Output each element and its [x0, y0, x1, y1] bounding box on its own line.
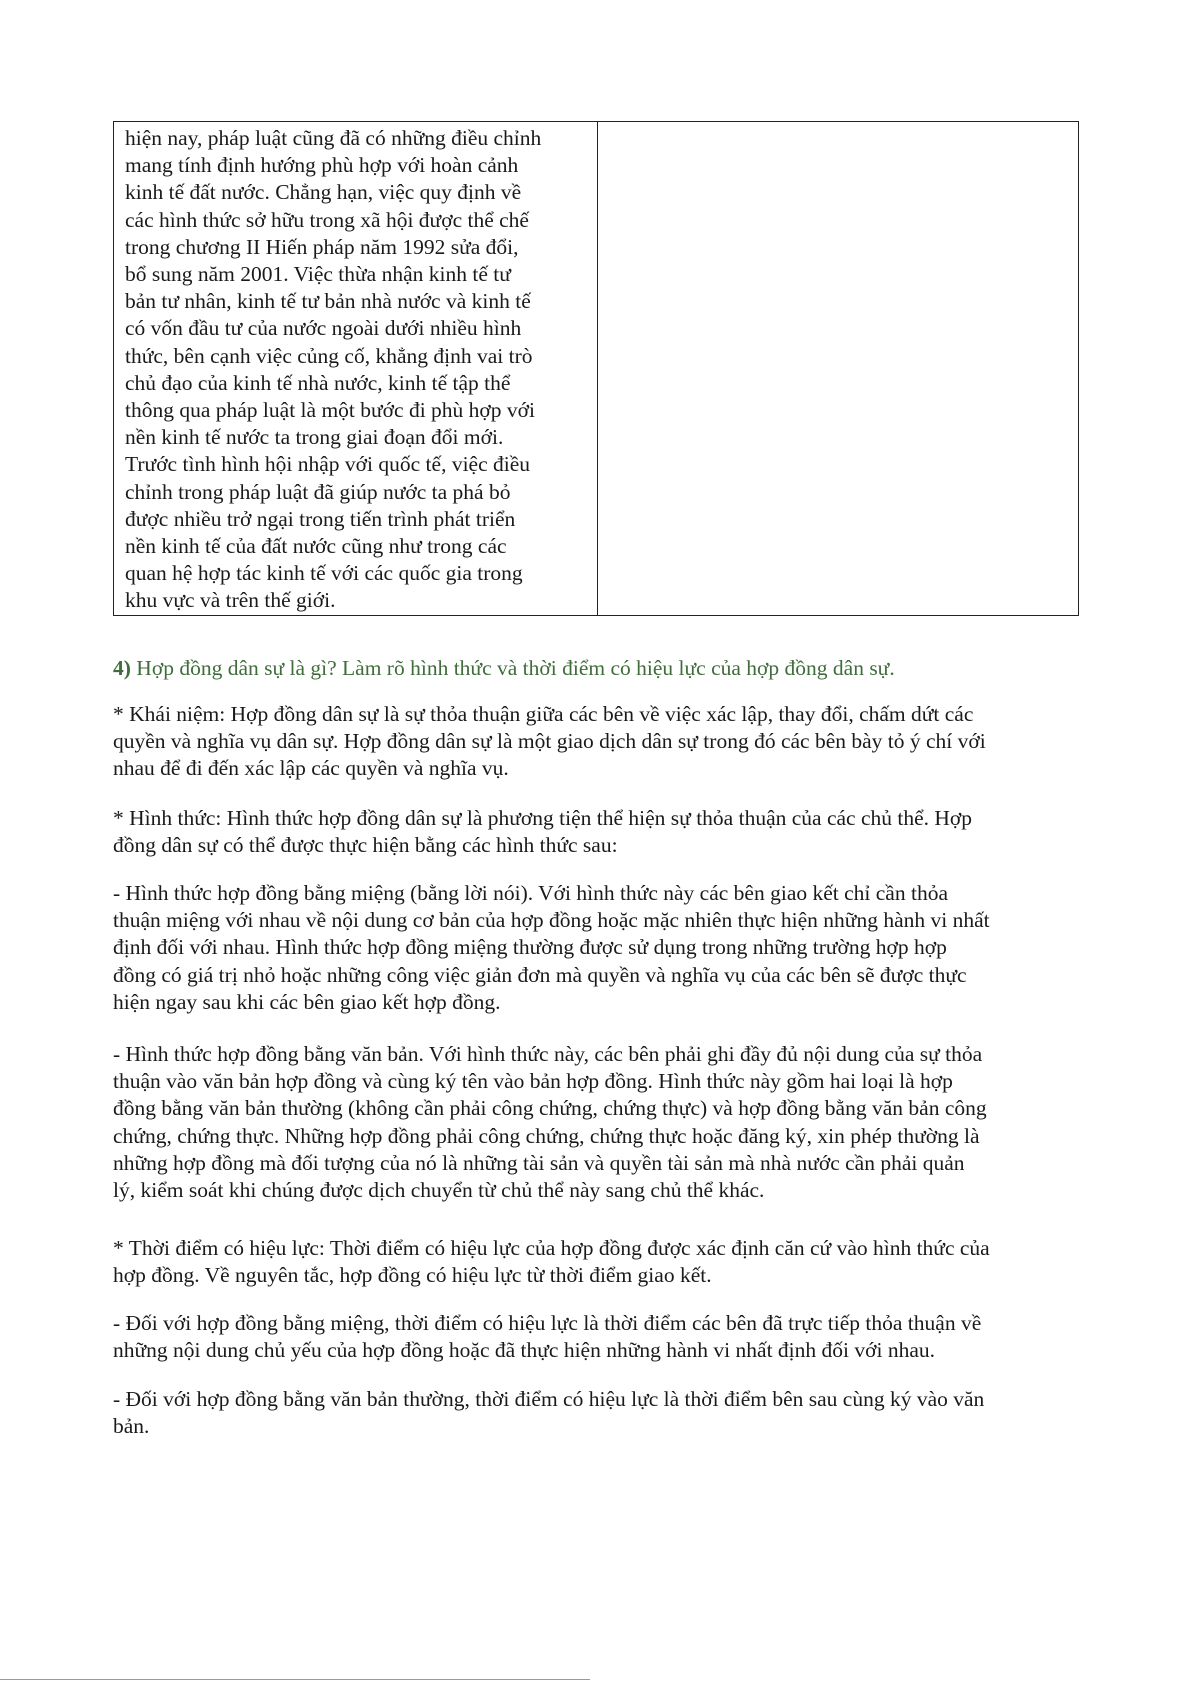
cell-line: hiện nay, pháp luật cũng đã có những điều chỉnh — [125, 126, 542, 150]
paragraph-written-effective — [113, 1386, 1079, 1440]
cell-line: nền kinh tế nước ta trong giai đoạn đổi mới. — [125, 425, 504, 450]
cell-line: mang tính định hướng phù hợp với hoàn cảnh — [125, 153, 519, 178]
text-line: - Hình thức hợp đồng bằng miệng (bằng lời nói). Với hình thức này các bên giao kết chỉ cần thỏa — [113, 881, 948, 905]
text-line: chứng, chứng thực. Những hợp đồng phải công chứng, chứng thực hoặc đăng ký, xin phép thường là — [113, 1123, 980, 1148]
cell-line: có vốn đầu tư của nước ngoài dưới nhiều hình — [125, 316, 522, 341]
text-line: - Đối với hợp đồng bằng miệng, thời điểm có hiệu lực là thời điểm các bên đã trực tiếp thỏa thuận về — [113, 1311, 982, 1335]
text-line: hợp đồng. Về nguyên tắc, hợp đồng có hiệu lực từ thời điểm giao kết. — [113, 1263, 712, 1288]
cell-line: kinh tế đất nước. Chẳng hạn, việc quy định về — [125, 180, 522, 205]
text-line: những nội dung chủ yếu của hợp đồng hoặc đã thực hiện những hành vi nhất định đối với nhau. — [113, 1338, 935, 1363]
paragraph-effective-time — [113, 1235, 1079, 1289]
table-row — [114, 122, 1079, 616]
paragraph-concept — [113, 701, 1079, 783]
paragraph-written-form — [113, 1041, 1079, 1204]
text-line: thuận vào văn bản hợp đồng và cùng ký tên vào bản hợp đồng. Hình thức này gồm hai loại là hợp — [113, 1069, 953, 1094]
cell-line: các hình thức sở hữu trong xã hội được thể chế — [125, 207, 529, 232]
cell-line: bản tư nhân, kinh tế tư bản nhà nước và kinh tế — [125, 289, 531, 314]
paragraph-oral-effective — [113, 1310, 1079, 1364]
section-number: 4) — [113, 656, 131, 680]
cell-line: khu vực và trên thế giới. — [125, 588, 336, 613]
cell-line: nền kinh tế của đất nước cũng như trong các — [125, 534, 507, 559]
section-question: Hợp đồng dân sự là gì? Làm rõ hình thức và thời điểm có hiệu lực của hợp đồng dân sự. — [130, 656, 895, 680]
footer-rule — [0, 1679, 590, 1680]
table-cell-right — [598, 122, 1079, 616]
paragraph-oral-form — [113, 880, 1079, 1016]
text-line: * Hình thức: Hình thức hợp đồng dân sự là phương tiện thể hiện sự thỏa thuận của các chủ thể. Hợp — [113, 806, 973, 830]
text-line: định đối với nhau. Hình thức hợp đồng miệng thường được sử dụng trong những trường hợp hợp — [113, 935, 947, 960]
text-line: hiện ngay sau khi các bên giao kết hợp đồng. — [113, 989, 501, 1014]
table-cell-left — [114, 122, 598, 616]
text-line: * Khái niệm: Hợp đồng dân sự là sự thỏa thuận giữa các bên về việc xác lập, thay đổi, chấm dứt các — [113, 702, 974, 726]
cell-line: chỉnh trong pháp luật đã giúp nước ta phá bỏ — [125, 479, 511, 504]
text-line: quyền và nghĩa vụ dân sự. Hợp đồng dân sự là một giao dịch dân sự trong đó các bên bày tỏ ý chí với — [113, 729, 986, 754]
text-line: lý, kiểm soát khi chúng được dịch chuyển từ chủ thể này sang chủ thể khác. — [113, 1178, 765, 1203]
cell-line: bổ sung năm 2001. Việc thừa nhận kinh tế tư — [125, 262, 511, 287]
cell-line: thông qua pháp luật là một bước đi phù hợp với — [125, 398, 536, 423]
cell-line: chủ đạo của kinh tế nhà nước, kinh tế tập thể — [125, 370, 511, 395]
cell-line: quan hệ hợp tác kinh tế với các quốc gia trong — [125, 561, 523, 586]
table-cell-text — [114, 122, 565, 615]
text-line: bản. — [113, 1414, 150, 1439]
text-line: - Đối với hợp đồng bằng văn bản thường, thời điểm có hiệu lực là thời điểm bên sau cùng ký vào văn — [113, 1387, 985, 1411]
text-line: nhau để đi đến xác lập các quyền và nghĩa vụ. — [113, 756, 509, 781]
cell-line: Trước tình hình hội nhập với quốc tế, việc điều — [125, 452, 531, 477]
text-line: đồng dân sự có thể được thực hiện bằng các hình thức sau: — [113, 833, 618, 858]
paragraph-form-intro — [113, 805, 1079, 859]
text-line: đồng bằng văn bản thường (không cần phải công chứng, chứng thực) và hợp đồng bằng văn bản công — [113, 1096, 987, 1121]
text-line: - Hình thức hợp đồng bằng văn bản. Với hình thức này, các bên phải ghi đầy đủ nội dung của sự thỏa — [113, 1042, 983, 1066]
text-line: những hợp đồng mà đối tượng của nó là những tài sản và quyền tài sản mà nhà nước cần phải quản — [113, 1150, 965, 1175]
cell-line: được nhiều trở ngại trong tiến trình phát triển — [125, 506, 516, 531]
text-line: đồng có giá trị nhỏ hoặc những công việc giản đơn mà quyền và nghĩa vụ của các bên sẽ được thực — [113, 962, 967, 987]
text-line: thuận miệng với nhau về nội dung cơ bản của hợp đồng hoặc mặc nhiên thực hiện những hành vi nhất — [113, 908, 990, 933]
section-heading — [113, 654, 1079, 682]
cell-line: thức, bên cạnh việc củng cố, khẳng định vai trò — [125, 343, 533, 368]
text-line: * Thời điểm có hiệu lực: Thời điểm có hiệu lực của hợp đồng được xác định căn cứ vào hình thức của — [113, 1236, 990, 1260]
content-table — [113, 121, 1079, 616]
cell-line: trong chương II Hiến pháp năm 1992 sửa đổi, — [125, 234, 519, 259]
